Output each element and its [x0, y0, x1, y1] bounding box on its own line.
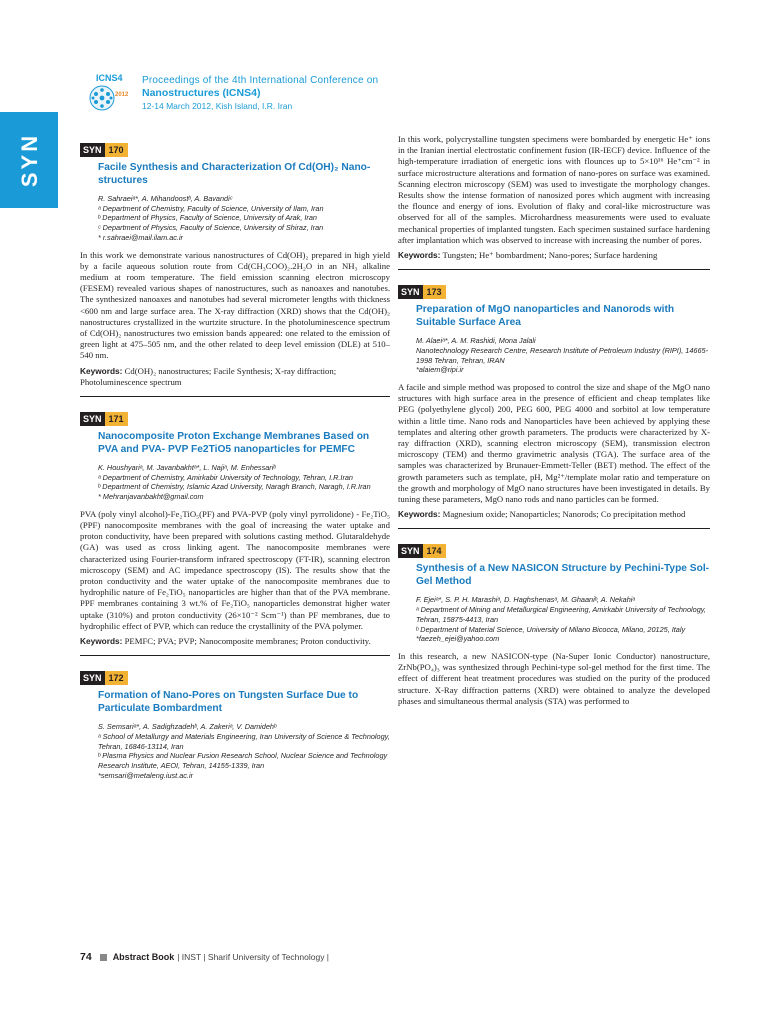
author-block: [98, 722, 390, 780]
article-title: Formation of Nano-Pores on Tungsten Surface Due to Particulate Bombardment: [98, 690, 359, 715]
keywords-line: [80, 366, 390, 388]
logo-text: ICNS4: [96, 73, 123, 83]
footer-book-label: Abstract Book: [112, 952, 175, 962]
affiliation: ᵃ Department of Chemistry, Faculty of Science, University of Ilam, Iran: [98, 203, 324, 213]
keywords-line: [398, 509, 710, 520]
article-syn-173: [398, 269, 710, 520]
keywords-label: Keywords:: [398, 509, 441, 520]
author-block: [416, 595, 710, 644]
tag-number: 170: [105, 143, 128, 157]
article-syn-172: [80, 655, 390, 780]
affiliation: ᵇ Department of Material Science, University of Milano Bicocca, Milano, 20125, Italy: [416, 624, 686, 634]
author-block: [98, 463, 390, 502]
logo-year: 2012: [115, 92, 129, 98]
author-email: *faezeh_ejei@yahoo.com: [416, 634, 500, 644]
keywords-text: Magnesium oxide; Nanoparticles; Nanorods; Co precipitation method: [442, 509, 686, 520]
article-syn-172-continued: [398, 134, 710, 261]
affiliation: ᵇ Department of Physics, Faculty of Science, University of Arak, Iran: [98, 213, 317, 223]
affiliation: Nanotechnology Research Centre, Research Institute of Petroleum Industry (RIPI), 14665-1998 Tehran, Tehran, IRAN: [416, 345, 709, 365]
tag-number: 173: [423, 285, 446, 299]
square-icon: [100, 954, 107, 961]
affiliation: ᵇ Department of Chemistry, Islamic Azad University, Naragh Branch, Naragh, I.R.Iran: [98, 482, 371, 492]
keywords-label: Keywords:: [80, 636, 123, 646]
author-names: F. Ejeiᵃ*, S. P. H. Marashiᵃ, D. Haghshenasᵃ, M. Ghaaniᵇ, A. Nekahiᵃ: [416, 595, 636, 605]
author-email: * r.sahraei@mail.ilam.ac.ir: [98, 232, 183, 242]
affiliation: ᶜ Department of Physics, Faculty of Science, University of Shiraz, Iran: [98, 223, 324, 233]
keywords-label: Keywords:: [398, 250, 441, 261]
abstract-text: In this work we demonstrate various nanostructures of Cd(OH)₂ prepared in high yield by a facile aqueous solution route from Cd(CH₃COO)₂.2H₂O in an NH₃ alkaline medium at room temperature. The field emission scanning electron microscopy (FESEM) revealed various shapes of nanostructures, such as nanoaxes and nanotubes. The synthesized nanoaxes and nanotubes had several micrometer lengths with thickness <600 nm and large surface area. The X-ray diffraction (XRD) shows that the Cd(OH)₂ nanostructures crystallized in the wurtzite structure. In the photoluminescence spectrum of Cd(OH)₂ nanostructures two emission bands appeared: one related to the emission of green light at 475–505 nm, and the other related to deep level emission (DLE) at 510–540 nm.: [80, 249, 390, 361]
keywords-text: Cd(OH)₂ nanostructures; Facile Synthesis; X-ray diffraction; Photoluminescence spectrum: [80, 365, 337, 387]
article-title: Facile Synthesis and Characterization Of Cd(OH)₂ Nano-structures: [98, 162, 371, 186]
article-syn-174: [398, 528, 710, 707]
tag-number: 171: [105, 412, 128, 426]
affiliation: ᵇ Plasma Physics and Nuclear Fusion Research School, Nuclear Science and Technology Research Institute, AEOI, Tehran, 14155-1339, Iran: [98, 751, 388, 771]
author-email: * Mehranjavanbakht@gmail.com: [98, 492, 204, 502]
article-tag: [80, 412, 128, 426]
left-column: [80, 134, 390, 780]
author-names: S. Semsariᵃ*, A. Sadighzadehᵇ, A. Zakeriᵃ, V. Damidehᵇ: [98, 722, 277, 732]
conference-title-line2: Nanostructures (ICNS4): [142, 87, 261, 99]
article-title: Preparation of MgO nanoparticles and Nanorods with Suitable Surface Area: [416, 304, 675, 329]
author-email: *semsari@metaleng.iust.ac.ir: [98, 770, 194, 780]
conference-title-line1: Proceedings of the 4th International Conference on: [142, 75, 379, 86]
abstract-text: In this work, polycrystalline tungsten specimens were bombarded by energetic He⁺ ions in the Iranian inertial electrostatic confinement fusion (IR-IECF) device. Influence of the high-temperature irradiation of energetic ions with flounces up to 5×10¹⁶ He⁺cm⁻² in surface microstructure alterations and formation of nano-pores on surface was examined. Scanning electron microscopy (SEM) was used to investigate the morphology changes. Results show the intense formation of nanosized pores which augment with increasing the flounce and energy of ions. Evolution of flaky and coral-like microstructure was observed for all of the samples. Microhardness measurements were used to evaluate mechanical properties of implanted tungsten. Each specimen sustained surface hardening after implantation which was observed to increase with increasing the number of pores.: [398, 134, 710, 245]
keywords-text: Tungsten; He⁺ bombardment; Nano-pores; Surface hardening: [442, 250, 658, 261]
affiliation: ᵃ School of Metallurgy and Materials Engineering, Iran University of Science & Technology, Tehran, 16846-13114, Iran: [98, 731, 390, 751]
footer-publisher: | INST | Sharif University of Technology |: [177, 952, 330, 962]
article-tag: [398, 544, 446, 558]
page-footer: [80, 951, 329, 963]
tag-prefix: SYN: [80, 143, 105, 157]
tag-prefix: SYN: [80, 412, 105, 426]
tag-prefix: SYN: [80, 671, 105, 685]
article-tag: [80, 143, 128, 157]
affiliation: ᵃ Department of Chemistry, Amirkabir University of Technology, Tehran, I.R.Iran: [98, 472, 353, 482]
tag-prefix: SYN: [398, 544, 423, 558]
author-email: *alaiem@ripi.ir: [416, 365, 464, 375]
tag-prefix: SYN: [398, 285, 423, 299]
article-syn-170: [80, 134, 390, 388]
article-tag: [80, 671, 128, 685]
right-column: [398, 134, 710, 707]
tag-number: 172: [105, 671, 128, 685]
article-syn-171: [80, 396, 390, 647]
affiliation: ᵃ Department of Mining and Metallurgical Engineering, Amirkabir University of Technology, Tehran, 15875-4413, Iran: [416, 605, 706, 624]
article-tag: [398, 285, 446, 299]
keywords-text: PEMFC; PVA; PVP; Nanocomposite membranes; Proton conductivity.: [124, 636, 371, 646]
abstract-text: PVA (poly vinyl alcohol)-Fe₂TiO₅(PF) and PVA-PVP (poly vinyl pyrrolidone) - Fe₂TiO₅ (PPF) nanocomposite membranes with the goal of increasing the water uptake and proton conductivity, have been prepared with solutions casting method. Glutaraldehyde (GA) was used as cross linking agent. The nanocomposite membranes were characterized using Fourier-transform infrared spectroscopy (FT-IR), scanning electron microscopy (SEM) and AC impedance spectroscopy (IS). The results show that the proton conductivity and the water uptake of the nanocomposite membranes due to hydrophilic nature of Fe₂TiO₅ nanoparticles are higher than that of the PVA membrane. PPF membranes containing 3 wt.% of Fe₂TiO₅ nanoparticles demonstrat higher water uptake (310%) and proton conductivity (26×10⁻² Scm⁻¹) than PF membranes, due to hydrophilic effect of PVP, which can reduce the crystallinity of the PVA polymer.: [80, 508, 390, 631]
author-names: K. Houshyariᵃ, M. Javanbakhtᵃ*, L. Najiᵃ, M. Enhessariᵇ: [98, 462, 276, 472]
keywords-line: [80, 636, 390, 647]
abstract-text: A facile and simple method was proposed to control the size and shape of the MgO nano structures with high surface area in the presence of efficient and cheap templates like PEG (polyethylene glycol) 200, PEG 600, PEG 4000 and sorbitol at low temperature within a little time. Nano rods and Nanoparticles have been achieved by applying these templates and altering other growth parameters. The products were characterized by X-ray diffraction (XRD), scanning electron microscopy (SEM), transmission electron microscopy (TEM) and thermo gravimetric analysis (TGA). The surface area of the samples was characterized by Brunauer-Emmett-Teller (BET) method. The effect of the growth parameters such as template, pH, Mg²⁺/template molar ratio and temperature on the growth and morphology of MgO nano structures have been investigated in details. By tuning these parameters, MgO nano rods and nano particles can be formed.: [398, 382, 710, 505]
conference-logo: [82, 72, 136, 114]
page-number: 74: [80, 951, 92, 963]
keywords-label: Keywords:: [80, 365, 123, 376]
abstract-text: In this research, a new NASICON-type (Na-Super Ionic Conductor) nanostructure, ZrNb(PO₄)₃ was synthesized through Pechini-type sol-gel method for the first time. The effect of different heat treatment procedures was studied on the purity of the produced structure. X-Ray diffraction patterns (XRD) were obtained to analyze the developed phases and simultaneous thermal analysis (STA) was performed to: [398, 651, 710, 706]
section-side-tab-label: SYN: [17, 132, 42, 188]
author-names: M. Alaeiᵃ*, A. M. Rashidi, Mona Jalali: [416, 336, 536, 346]
tag-number: 174: [423, 544, 446, 558]
keywords-line: [398, 250, 710, 261]
article-title: Synthesis of a New NASICON Structure by Pechini-Type Sol-Gel Method: [416, 563, 710, 588]
author-block: [416, 336, 710, 375]
author-names: R. Sahraeiᵃ*, A. Mihandoostᵇ, A. Bavandiᶜ: [98, 194, 233, 203]
author-block: [98, 194, 390, 243]
conference-dates: 12-14 March 2012, Kish Island, I.R. Iran: [142, 101, 293, 111]
article-title: Nanocomposite Proton Exchange Membranes Based on PVA and PVA- PVP Fe2TiO5 nanoparticles for PEMFC: [98, 430, 370, 455]
